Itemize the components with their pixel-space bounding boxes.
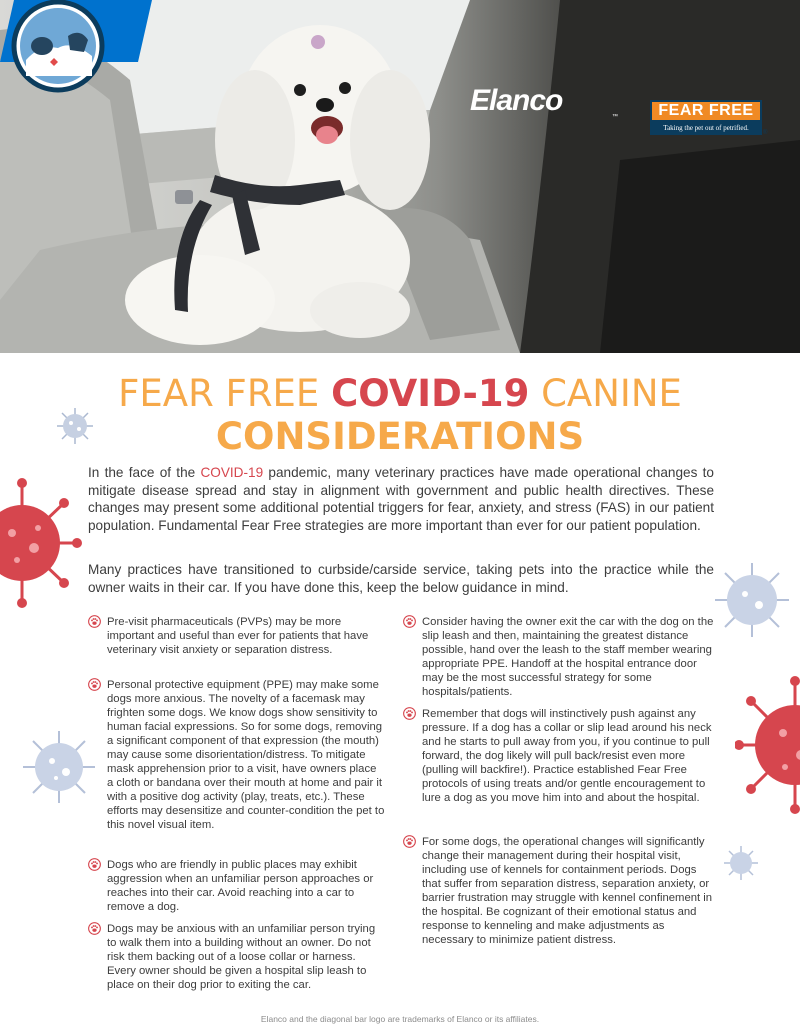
paw-icon [88,858,101,871]
list-item-text: Consider having the owner exit the car with the dog on the slip leash and then, maintaining the greatest distance possible, hand over the leash to the staff member wearing appropriate PPE. Handoff at the hospital entrance door may be the most successful strategy for some hospitals/patients. [422,616,714,698]
list-item [422,615,718,699]
title-part-covid: COVID-19 [331,372,530,415]
curbside-paragraph: Many practices have transitioned to curbside/carside service, taking pets into the practice while the owner waits in their car. If you have done this, keep the below guidance in mind. [88,562,714,595]
list-item [422,835,718,947]
title-part-fear-free: FEAR FREE [118,372,332,415]
virus-icon-blue-mid-left [20,728,98,806]
elanco-trademark: ™ [612,114,618,120]
fear-free-tagline: Taking the pet out of petrified. [650,122,762,135]
covid-link[interactable]: COVID-19 [200,465,264,480]
list-item-text: For some dogs, the operational changes will significantly change their management during their hospital visit, including use of kennels for containment periods. Dogs that suffer from separation distress, separation anxiety, or barrier frustration may struggle with kennel confinement in the hospital. Be cognizant of their emotional status and response to kenneling and make adjustments as necessary to minimize patient distress. [422,836,713,946]
list-item-text: Personal protective equipment (PPE) may make some dogs more anxious. The novelty of a facemask may frighten some dogs. We know dogs show sensitivity to human facial expressions. So for some dogs, removing a significant component of that expression (the mouth) may cause some disorientation/distress. To mitigate mask apprehension prior to a visit, have owners place a cloth or bandana over their mouth at home and pair it with a positive dog activity (play, treats, etc.). These efforts may desensitize and counter-condition the pet to this novel visual item. [107,679,385,831]
virus-icon-blue-right-top [712,560,792,640]
elanco-logo-text: Elanco [470,84,563,117]
list-item [107,615,385,657]
list-item-text: Dogs may be anxious with an unfamiliar person trying to walk them into a building without an owner. Do not risk them backing out of a loose collar or harness. Every owner should be given a hospital slip leash to place on their dog prior to exiting the car. [107,923,376,991]
list-item-text: Dogs who are friendly in public places may exhibit aggression when an unfamiliar person approaches or reaches into their car. Avoid reaching into a car to remove a dog. [107,859,374,913]
paw-icon [88,678,101,691]
page-title [0,372,800,458]
intro-text-rest: pandemic, many veterinary practices have made operational changes to mitigate disease spread and stay in alignment with government and public health directives. These changes may present some additional potential triggers for fear, anxiety, and stress (FAS) in our patient population. Fundamental Fear Free strategies are more important than ever for our patient population. [88,465,714,533]
virus-icon-red-right [735,675,800,815]
list-item-text: Remember that dogs will instinctively push against any pressure. If a dog has a collar or slip lead around his neck and he starts to pull away from you, if you continue to pull forward, the dog likely will pull back/resist even more (pulling will backfire!). Practice established Fear Free protocols of using treats and/or gentle encouragement to lure a dog as you move him into and about the hospital. [422,708,712,804]
fear-free-logo-badge [0,0,126,110]
list-item [107,922,385,992]
paw-icon [403,615,416,628]
fear-free-registered-mark: ® [763,130,768,136]
fear-free-logo-text: FEAR FREE [650,100,762,122]
virus-icon-blue-small-right [722,844,760,882]
list-item [107,678,385,832]
list-item [422,707,718,805]
virus-icon-red-left [0,478,82,608]
intro-text-start: In the face of the [88,465,201,480]
list-item [107,858,385,914]
trademark-footer: Elanco and the diagonal bar logo are trademarks of Elanco or its affiliates. [260,1014,540,1024]
paw-icon [88,615,101,628]
title-part-canine: CANINE [529,372,682,415]
hero-photo [0,0,800,353]
paw-icon [88,922,101,935]
title-line-considerations: CONSIDERATIONS [215,415,585,458]
paw-icon [403,835,416,848]
intro-paragraph [88,464,714,534]
list-item-text: Pre-visit pharmaceuticals (PVPs) may be more important and useful than ever for patients that have veterinary visit anxiety or separation distress. [107,616,369,656]
paw-icon [403,707,416,720]
